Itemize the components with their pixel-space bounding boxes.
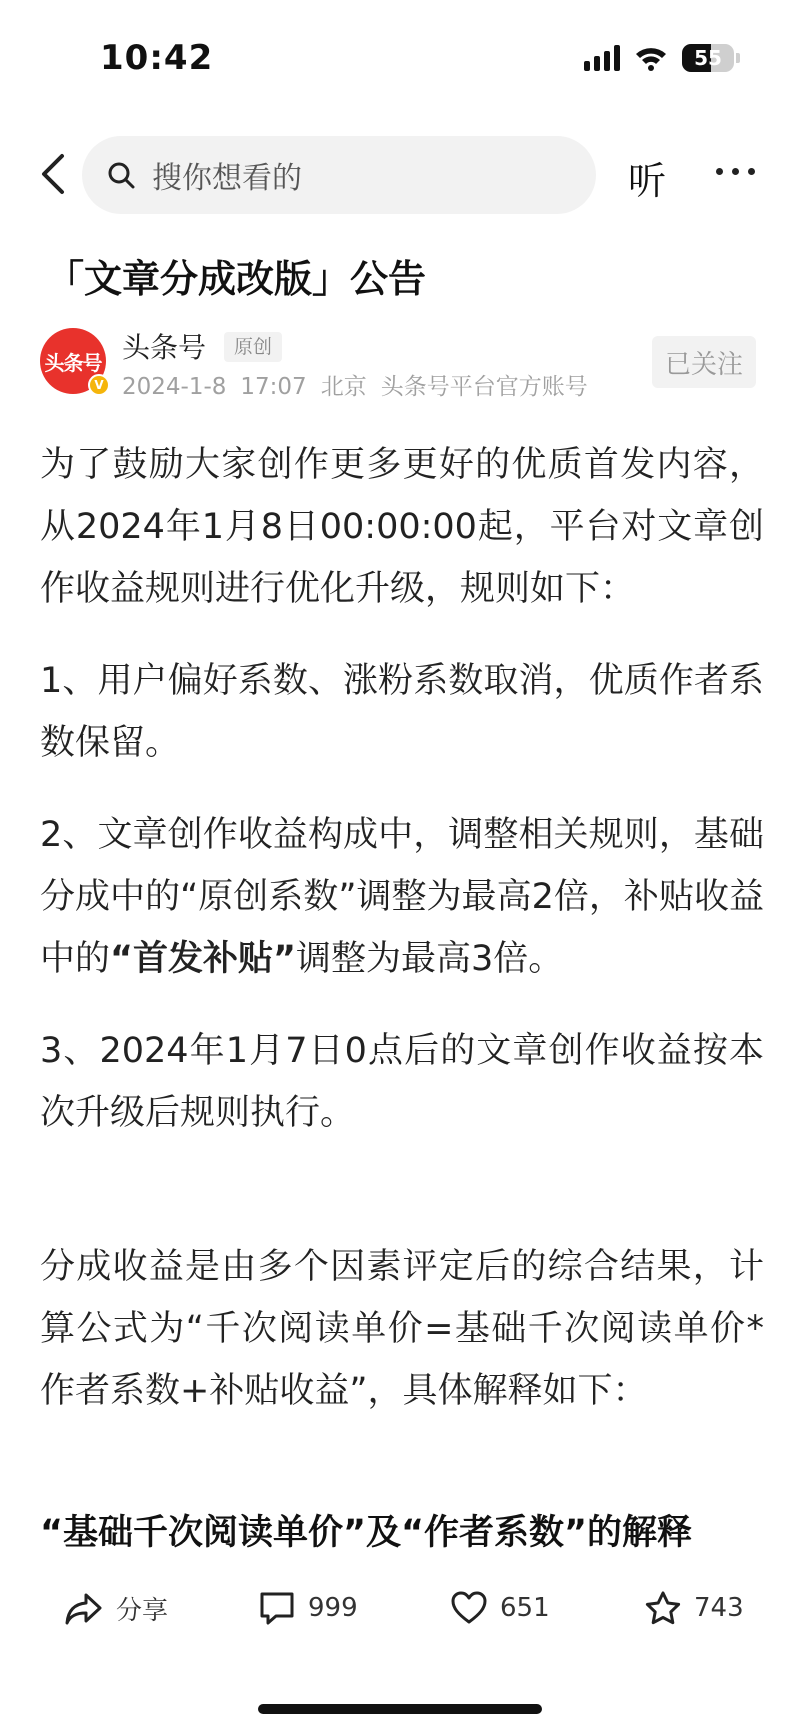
- search-input[interactable]: [82, 136, 596, 214]
- more-dot: [748, 168, 755, 175]
- rule-2-text-end: 调整为最高3倍。: [296, 939, 564, 979]
- share-button[interactable]: [64, 1590, 168, 1627]
- article-title: 「文章分成改版」公告: [46, 257, 427, 301]
- listen-button[interactable]: 听: [628, 159, 667, 203]
- rule-2-paragraph: [40, 804, 764, 990]
- section-heading: “基础千次阅读单价”及“作者系数”的解释: [40, 1513, 693, 1553]
- rule-2-highlight: “首发补贴”: [110, 939, 297, 979]
- like-button[interactable]: [450, 1590, 550, 1626]
- heart-icon: [450, 1590, 488, 1626]
- wifi-icon: [634, 45, 668, 71]
- formula-paragraph: 分成收益是由多个因素评定后的综合结果，计算公式为“千次阅读单价=基础千次阅读单价*作者系数+补贴收益”，具体解释如下：: [40, 1247, 764, 1411]
- intro-paragraph: 为了鼓励大家创作更多更好的优质首发内容，从2024年1月8日00:00:00起，平台对文章创作收益规则进行优化升级，规则如下：: [40, 445, 764, 609]
- home-indicator[interactable]: [258, 1704, 542, 1714]
- star-icon: [644, 1590, 682, 1626]
- author-description: 头条号平台官方账号: [380, 374, 588, 400]
- search-icon: [106, 160, 136, 190]
- more-icon[interactable]: [716, 168, 755, 175]
- share-label: 分享: [116, 1596, 169, 1626]
- more-dot: [716, 168, 723, 175]
- publish-location: 北京: [320, 374, 367, 400]
- publish-time: 17:07: [240, 374, 307, 400]
- author-name[interactable]: 头条号: [122, 331, 207, 364]
- rule-2-text: 2、文章创作收益构成中，调整相关规则，基础分成中的“原创系数”调整为最高2倍，补贴收益中的: [40, 815, 764, 979]
- follow-button[interactable]: 已关注: [652, 336, 756, 388]
- rule-3-paragraph: 3、2024年1月7日0点后的文章创作收益按本次升级后规则执行。: [40, 1031, 764, 1133]
- status-icons: [584, 44, 740, 72]
- favorite-button[interactable]: [644, 1590, 744, 1626]
- original-tag: 原创: [224, 332, 282, 362]
- signal-icon: [584, 45, 620, 71]
- back-icon: [34, 150, 74, 198]
- battery-level: 55: [694, 46, 722, 70]
- avatar-text: 头条号: [44, 350, 102, 375]
- more-dot: [732, 168, 739, 175]
- top-nav: [0, 132, 800, 216]
- status-time: 10:42: [100, 38, 214, 78]
- publish-date: 2024-1-8: [122, 374, 227, 400]
- back-button[interactable]: [34, 150, 74, 198]
- comment-button[interactable]: [258, 1590, 358, 1626]
- verified-badge-icon: V: [88, 374, 110, 396]
- comment-count: 999: [308, 1593, 358, 1623]
- battery-tip: [736, 53, 740, 63]
- rule-1-paragraph: 1、用户偏好系数、涨粉系数取消，优质作者系数保留。: [40, 661, 764, 763]
- action-bar: [0, 1584, 800, 1644]
- favorite-count: 743: [694, 1593, 744, 1623]
- comment-icon: [258, 1590, 296, 1626]
- article-body: [40, 434, 764, 1564]
- search-placeholder: 搜你想看的: [152, 161, 302, 196]
- like-count: 651: [500, 1593, 550, 1623]
- battery-icon: [682, 44, 734, 72]
- share-icon: [64, 1591, 104, 1627]
- status-bar: [0, 0, 800, 112]
- article-meta: [122, 368, 602, 401]
- author-row: [0, 324, 800, 404]
